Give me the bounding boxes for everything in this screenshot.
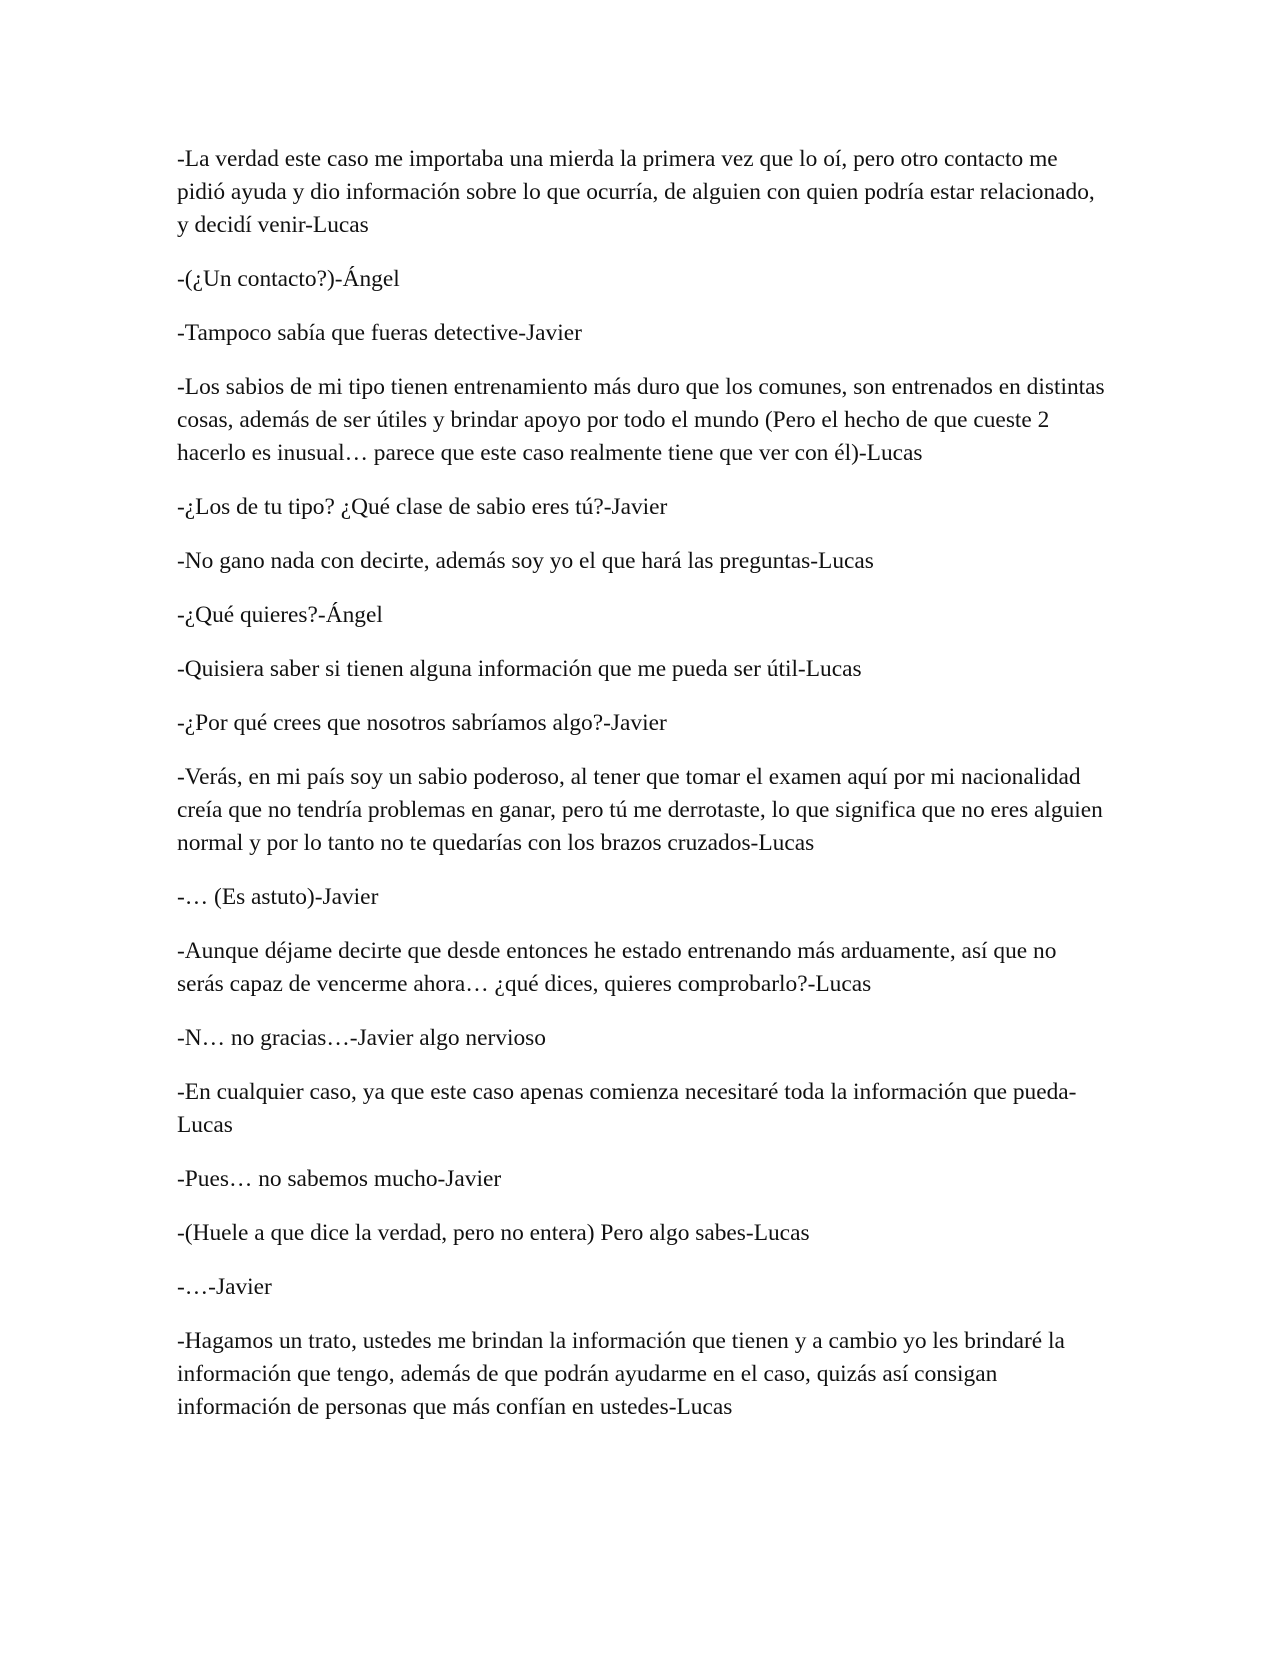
paragraph-1: -La verdad este caso me importaba una mierda la primera vez que lo oí, pero otro contacto me pidió ayuda y dio información sobre lo que ocurría, de alguien con quien podría estar relacionado, y decidí venir-Lucas — [177, 146, 1095, 238]
paragraph-7: -¿Qué quieres?-Ángel — [177, 602, 383, 628]
paragraph-18: -Hagamos un trato, ustedes me brindan la información que tienen y a cambio yo les brindaré la información que tengo, además de que podrán ayudarme en el caso, quizás así consigan información de personas que más confían en ustedes-Lucas — [177, 1328, 1065, 1420]
paragraph-14: -En cualquier caso, ya que este caso apenas comienza necesitaré toda la información que pueda-Lucas — [177, 1079, 1077, 1138]
paragraph-9: -¿Por qué crees que nosotros sabríamos algo?-Javier — [177, 710, 667, 736]
paragraph-5: -¿Los de tu tipo? ¿Qué clase de sabio eres tú?-Javier — [177, 494, 668, 520]
paragraph-15: -Pues… no sabemos mucho-Javier — [177, 1166, 502, 1192]
paragraph-6: -No gano nada con decirte, además soy yo el que hará las preguntas-Lucas — [177, 548, 874, 574]
paragraph-16: -(Huele a que dice la verdad, pero no entera) Pero algo sabes-Lucas — [177, 1220, 810, 1246]
document-body — [177, 143, 1107, 1445]
paragraph-17: -…-Javier — [177, 1274, 272, 1300]
paragraph-11: -… (Es astuto)-Javier — [177, 884, 379, 910]
paragraph-13: -N… no gracias…-Javier algo nervioso — [177, 1025, 546, 1051]
paragraph-4: -Los sabios de mi tipo tienen entrenamiento más duro que los comunes, son entrenados en distintas cosas, además de ser útiles y brindar apoyo por todo el mundo (Pero el hecho de que cueste 2 hacerlo es inusual… parece que este caso realmente tiene que ver con él)-Lucas — [177, 374, 1105, 466]
paragraph-2: -(¿Un contacto?)-Ángel — [177, 266, 400, 292]
paragraph-12: -Aunque déjame decirte que desde entonces he estado entrenando más arduamente, así que no serás capaz de vencerme ahora… ¿qué dices, quieres comprobarlo?-Lucas — [177, 938, 1057, 997]
paragraph-10: -Verás, en mi país soy un sabio poderoso, al tener que tomar el examen aquí por mi nacionalidad creía que no tendría problemas en ganar, pero tú me derrotaste, lo que significa que no eres alguien normal y por lo tanto no te quedarías con los brazos cruzados-Lucas — [177, 764, 1103, 856]
paragraph-3: -Tampoco sabía que fueras detective-Javier — [177, 320, 582, 346]
paragraph-8: -Quisiera saber si tienen alguna información que me pueda ser útil-Lucas — [177, 656, 862, 682]
